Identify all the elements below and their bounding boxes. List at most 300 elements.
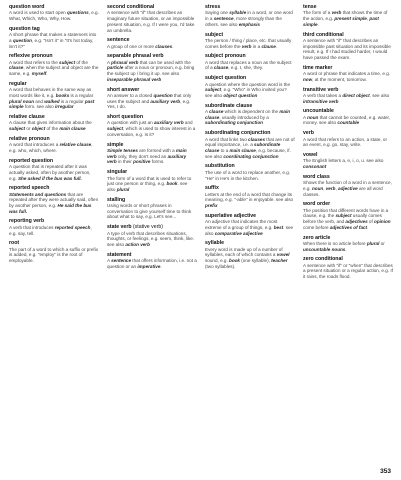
glossary-text: The use of a word to replace another, e.g. "He" in He's in the kitchen. [205,169,291,181]
glossary-text: A group of one or more [107,43,156,49]
glossary-text: form. see also [23,104,55,110]
glossary-definition [303,180,393,197]
glossary-definition [9,225,99,236]
glossary-crossref: action verb [125,241,150,247]
glossary-text: sound, e.g. [205,258,230,264]
glossary-crossref: reported speech [54,224,91,230]
glossary-crossref: best [273,224,284,230]
glossary-text: A short phrase that makes a statement into a [9,32,97,43]
glossary-crossref: main clause [229,147,256,153]
glossary-crossref: irregular [54,104,74,110]
glossary-term-text: verb [303,130,314,137]
glossary-crossref: noun [311,185,324,191]
glossary-crossref: present simple [334,16,367,22]
glossary-text: . see also [205,224,294,236]
glossary-definition [205,10,295,27]
glossary-term-text: third conditional [303,31,344,38]
glossary-crossref: clause [9,65,24,71]
glossary-crossref: inseparable phrasal verb [107,76,162,82]
glossary-entry [205,240,295,269]
glossary-text: , [323,185,326,191]
glossary-definition [9,142,99,153]
glossary-crossref: plural [116,186,130,192]
glossary-text: . [275,43,278,49]
glossary-text: , [335,185,339,191]
glossary-entry [107,4,197,33]
glossary-crossref: opinion [374,219,391,225]
glossary-entry [303,4,393,28]
glossary-crossref: subject [107,126,124,132]
glossary-text: which is dependent on the [223,109,280,115]
glossary-definition [9,192,99,215]
glossary-text: in a [251,43,262,49]
glossary-text: , e.g. who, which, where. [9,142,93,153]
glossary-term-text: word class [303,173,330,180]
glossary-entry [107,252,197,270]
glossary-crossref: relative clause [59,142,92,148]
glossary-text: A word or phrase that indicates a time, e.g. [303,71,391,77]
glossary-term-alt: (stative verb) [131,224,163,231]
glossary-text: , e.g. Yes, I do. [107,98,191,110]
glossary-crossref: myself [31,71,47,77]
glossary-text: is a regular [69,92,94,98]
glossary-entry [205,53,295,71]
glossary-term-text: root [9,240,20,247]
glossary-entry [9,4,99,22]
glossary-definition [205,60,295,71]
glossary-crossref: comparative adjective [214,230,263,236]
glossary-term-text: stalling [107,196,126,203]
glossary-definition [107,44,197,50]
glossary-definition [303,208,393,231]
glossary-text: and [183,120,193,126]
glossary-term-text: singular [107,169,128,176]
glossary-text: When there is no article before [303,240,367,246]
glossary-crossref: intransitive verb [303,98,339,104]
glossary-text: A clause that gives information about the [9,120,92,126]
glossary-text: The form of a word that is used to refer to just one person or thing, e.g. [107,175,192,187]
glossary-entry [303,235,393,253]
glossary-column-2 [107,4,197,284]
glossary-definition [205,192,295,209]
glossary-term-text: subordinating conjunction [205,130,271,137]
glossary-entry [205,213,295,237]
glossary-crossref: main clause [205,109,291,120]
glossary-text: , which is used to show interest in a conversation, e.g. Is it? [107,126,196,137]
glossary-definition [9,60,99,77]
glossary-text: , e.g. I, she, they. [228,65,264,71]
glossary-crossref: subject [335,213,352,219]
glossary-crossref: auxiliary verb [150,98,181,104]
glossary-term-text: short question [107,114,144,121]
glossary-text: that offers information, i.e. not a question or an [107,258,197,269]
glossary-term-text: relative pronoun [9,135,50,142]
glossary-crossref: prefix [205,203,218,209]
glossary-crossref: clauses [248,136,266,142]
glossary-text: A word that refers to an action, a state, or an event, e.g. go, stay, write. [303,136,388,148]
glossary-text: A [107,59,112,65]
glossary-crossref: imperative [137,263,161,269]
glossary-entry [303,108,393,126]
glossary-term-text: subject pronoun [205,53,246,60]
glossary-text: Letters at the end of a word that change its meaning, e.g. "-able" in enjoyable. see also [205,191,294,203]
glossary-text: usually comes before the verb, and [303,213,382,225]
glossary-text: A question with just an [107,120,154,126]
glossary-definition [107,231,197,248]
glossary-text: A [303,114,308,120]
glossary-entry [303,65,393,83]
glossary-definition [107,93,197,110]
glossary-crossref: books [55,92,70,98]
glossary-text: come before [303,224,330,230]
glossary-text: An adjective that indicates the most extreme of a group of things, e.g. [205,219,278,230]
glossary-definition [303,71,393,82]
glossary-entry [9,218,99,236]
glossary-entry [9,240,99,264]
glossary-crossref: plural [366,240,380,246]
glossary-text: A sentence with "if" that describes an impossible past situation and its impossible result, e.g. If I had studied harder, I would have passed the exam. [303,37,391,61]
glossary-text: is a regular [59,98,85,104]
glossary-text: of the [45,126,60,132]
glossary-text: are formed with a [137,147,176,153]
glossary-definition [303,137,393,148]
glossary-text: in their [116,159,134,165]
glossary-entry [9,136,99,154]
glossary-entry [303,130,393,148]
glossary-text: . see also [369,92,390,98]
glossary-definition [107,148,197,165]
glossary-text: , e.g. say, tell. [9,224,92,236]
glossary-crossref: subject [205,87,222,93]
glossary-text: A word is used to start open [9,10,67,16]
glossary-text: , usually introduced by a [219,114,269,120]
glossary-crossref: verb [325,185,336,191]
glossary-definition [9,32,99,49]
glossary-definition [9,164,99,181]
glossary-text: A question that is repeated after it was actually asked, often by another person, e.g. [9,164,91,181]
glossary-column-3 [205,4,295,284]
glossary-term-text: time marker [303,64,333,71]
glossary-definition [205,109,295,126]
glossary-crossref: coordinating conjunction [223,153,279,159]
glossary-text: The form of a [303,10,332,16]
glossary-entry [303,152,393,170]
glossary-text: or [25,126,32,132]
glossary-crossref: uncountable nouns [303,246,346,252]
glossary-term-text: statement [107,251,132,258]
glossary-crossref: verb [331,10,342,16]
glossary-crossref: consonant [303,164,327,170]
glossary-text: (two syllables). [205,263,236,269]
glossary-entry [303,256,393,280]
glossary-term-text: reflexive pronoun [9,53,53,60]
glossary-definition [303,115,393,126]
glossary-text: , [366,16,370,22]
glossary-entry [9,114,99,132]
glossary-text: after a noun or pronoun, e.g. bring the subject up / bring it up. see also [107,65,195,77]
glossary-text: A verb that takes a [303,92,343,98]
glossary-text: An answer to a closed [107,92,154,98]
glossary-crossref: question [12,37,32,43]
glossary-definition [205,247,295,270]
glossary-crossref: question [153,92,173,98]
glossary-crossref: particle [107,65,124,71]
glossary-text: A word that behaves in the same way as most words like it, e.g. [9,87,92,98]
glossary-column-4 [303,4,393,284]
glossary-crossref: book [166,181,178,187]
glossary-text: , more strongly than the others. see also [205,16,282,27]
glossary-text: of [367,219,375,225]
glossary-crossref: He said the bus was full. [9,203,92,214]
glossary-text: Every word is made up of a number of syllables, each of which contains a [205,246,283,258]
glossary-crossref: vowel [276,252,290,258]
glossary-term-text: subordinate clause [205,102,253,109]
glossary-crossref: object [31,126,46,132]
glossary-term-text: second conditional [107,4,155,10]
glossary-term-text: subject [205,31,224,38]
glossary-entry [107,37,197,49]
glossary-definition [107,10,197,33]
glossary-text: A type of verb that describes situations, thoughts, or feelings, e.g. seem, think, like. see also [107,230,195,247]
glossary-text: , when the subject and object are the same, e.g. [9,65,99,77]
glossary-text: and [34,98,45,104]
glossary-text: The position that different words have in a clause, e.g. the [303,207,389,219]
glossary-entry [9,26,99,50]
glossary-crossref: main verb [107,147,187,159]
glossary-columns [9,4,393,284]
glossary-term-text: short answer [107,86,140,93]
glossary-entry [205,75,295,99]
glossary-crossref: countable [337,120,360,126]
glossary-text: The part of a word to which a suffix or prefix is added, e.g. "employ" is the root of employable. [9,246,99,264]
glossary-term-text: relative clause [9,114,45,121]
glossary-text: A verb that introduces [9,224,55,230]
glossary-text: , e.g. "Isn't it" in "It's hot today, isn't it?" [9,37,94,49]
glossary-definition [303,241,393,252]
glossary-text: A word that introduces a [9,142,60,148]
glossary-crossref: subject [9,126,26,132]
glossary-term-text: question word [9,4,45,10]
glossary-definition [303,93,393,104]
glossary-crossref: walked [44,98,60,104]
glossary-term-text: state verb [107,224,132,231]
glossary-definition [303,38,393,61]
glossary-definition [303,10,393,27]
glossary-term-text: word order [303,201,331,208]
glossary-entry [107,142,197,166]
glossary-crossref: auxiliary verb [154,120,184,126]
glossary-term-text: simple [107,141,124,148]
glossary-definition [107,203,197,220]
glossary-definition [205,38,295,49]
glossary-text: . [172,43,174,49]
glossary-term-text: separable phrasal verb [107,53,164,60]
glossary-text: A word that replaces a noun as the subject of a [205,59,292,71]
glossary-term-text: substitution [205,163,235,170]
glossary-definition [303,158,393,169]
glossary-crossref: noun [307,114,319,120]
glossary-text: . [46,71,48,77]
glossary-text: . [317,21,319,27]
glossary-column-1 [9,4,99,284]
glossary-crossref: teacher [271,258,288,264]
glossary-text: A question where the question word is the [205,81,291,87]
glossary-text: that shows the time of the action, e.g. [303,10,388,22]
glossary-term-text: reporting verb [9,218,45,225]
glossary-entry [205,163,295,181]
glossary-term-text: vowel [303,151,318,158]
glossary-crossref: plural noun [9,98,35,104]
glossary-entry [9,185,99,214]
glossary-crossref: clauses [155,43,173,49]
glossary-definition [205,82,295,99]
glossary-entry [303,32,393,61]
glossary-definition [9,10,99,21]
glossary-text: A [205,109,210,115]
glossary-entry [107,87,197,111]
glossary-crossref: subject [59,59,76,65]
glossary-crossref: questions [66,10,89,16]
glossary-text: that only uses the subject and [107,92,192,104]
glossary-crossref: past simple [9,98,95,110]
glossary-term-text: superlative adjective [205,212,257,219]
glossary-crossref: adjectives [345,219,368,225]
glossary-definition [303,263,393,280]
glossary-crossref: auxiliary verb [107,153,187,165]
glossary-text: , e.g. because, if. see also [205,147,291,159]
glossary-text: (one syllable), [240,258,272,264]
glossary-definition [9,87,99,110]
glossary-crossref: She asked if the bus was full. [17,175,82,181]
glossary-crossref: sentence [213,16,234,22]
glossary-entry [205,185,295,209]
glossary-text: The English letters a, e, i, o, u. see also [303,158,384,164]
glossary-definition [205,219,295,236]
glossary-entry [107,197,197,221]
glossary-crossref: syllable [229,10,247,16]
glossary-text: are all word classes. [303,185,383,197]
glossary-term-text: syllable [205,240,225,247]
glossary-crossref: now [303,76,313,82]
glossary-text: to a [219,147,230,153]
glossary-entry [205,130,295,159]
glossary-text: . [345,246,347,252]
glossary-crossref: positive [133,159,151,165]
glossary-text: or [379,240,385,246]
glossary-crossref: phrasal verb [111,59,139,65]
glossary-text: of the [75,59,88,65]
glossary-entry [205,32,295,50]
glossary-text: A sentence with "if" or "when" that describes a present situation or a regular action, e.g. If it rains, the roads flood. [303,262,393,280]
glossary-entry [107,114,197,138]
glossary-entry [107,53,197,82]
glossary-term-text: tense [303,4,317,10]
glossary-entry [107,224,197,248]
glossary-crossref: adjective [338,185,358,191]
glossary-term-text: reported speech [9,185,50,192]
glossary-crossref: subordinating conjunction [205,120,263,126]
glossary-entry [9,81,99,110]
glossary-term-text: sentence [107,37,130,44]
glossary-text: that can be used with the [138,59,191,65]
glossary-crossref: object question [223,92,258,98]
glossary-text: . [160,263,162,269]
glossary-definition [107,120,197,137]
glossary-text: only, they don't need an [116,153,168,159]
glossary-crossref: emphasis [238,21,260,27]
glossary-crossref: verb [241,43,252,49]
glossary-term-text: transitive verb [303,86,339,93]
glossary-text: that are not of equal importance, i.e. a [205,136,295,148]
glossary-text: that cannot be counted, e.g. water, money. see also [303,114,391,126]
glossary-crossref: Simple tenses [107,147,138,153]
glossary-crossref: book [229,258,240,264]
glossary-definition [205,170,295,181]
glossary-entry [303,87,393,105]
glossary-term-text: question tag [9,25,40,32]
glossary-term-text: subject question [205,75,247,82]
glossary-crossref: past simple [303,16,379,27]
glossary-entry [9,158,99,182]
glossary-entry [303,174,393,198]
glossary-text: A word that refers to the [9,59,60,65]
glossary-term-text: zero conditional [303,256,343,263]
glossary-term-text: stress [205,4,221,10]
glossary-definition [205,137,295,160]
glossary-term-text: reported question [9,157,54,164]
glossary-text: A word that links two [205,136,249,142]
glossary-text: . see also [107,181,188,192]
glossary-term-text: suffix [205,185,219,192]
glossary-crossref: clause [209,109,224,115]
glossary-term-text: regular [9,80,27,87]
glossary-crossref: direct object [342,92,370,98]
glossary-definition [9,247,99,264]
glossary-crossref: clause [261,43,276,49]
glossary-text: Saying one [205,10,230,16]
glossary-term-text: zero article [303,234,331,241]
glossary-term-text: uncountable [303,108,334,115]
glossary-crossref: sentence [111,258,132,264]
glossary-crossref: Statements and questions [9,191,67,197]
glossary-definition [107,258,197,269]
glossary-definition [107,60,197,83]
glossary-text: , at the moment, tomorrow. [312,76,367,82]
glossary-text: that are repeated after they were actually said, often by another person, e.g. [9,191,99,209]
glossary-text: The person / thing / place, etc. that usually comes before the [205,37,292,49]
glossary-text: Shows the function of a word in a sentence, e.g. [303,180,392,191]
glossary-entry [303,201,393,230]
glossary-text: Using words or short phrases in conversation to give yourself time to think about what to say, e.g. Let's see... [107,203,192,220]
glossary-crossref: main clause [59,126,86,132]
glossary-text: A sentence with "if" that describes an imaginary future situation, or an impossible present situation, e.g. If I were you, I'd take an umbrella. [107,10,195,33]
glossary-text: forms. [150,159,165,165]
glossary-entry [205,103,295,127]
glossary-crossref: subordinate clause [205,142,281,153]
glossary-text: . [367,224,369,230]
glossary-crossref: adjectives of fact [329,224,368,230]
glossary-entry [9,53,99,77]
glossary-definition [9,120,99,131]
glossary-text: A [107,258,112,264]
glossary-definition [107,176,197,193]
glossary-entry [205,4,295,28]
glossary-text: , e.g. "Who" in Who invited you? see also [205,87,287,98]
glossary-entry [107,169,197,193]
page-number: 353 [380,468,391,475]
glossary-text: in a word, or one word in a [205,10,293,22]
glossary-text: , e.g. What, Which, Who, Why, How. [9,10,99,22]
